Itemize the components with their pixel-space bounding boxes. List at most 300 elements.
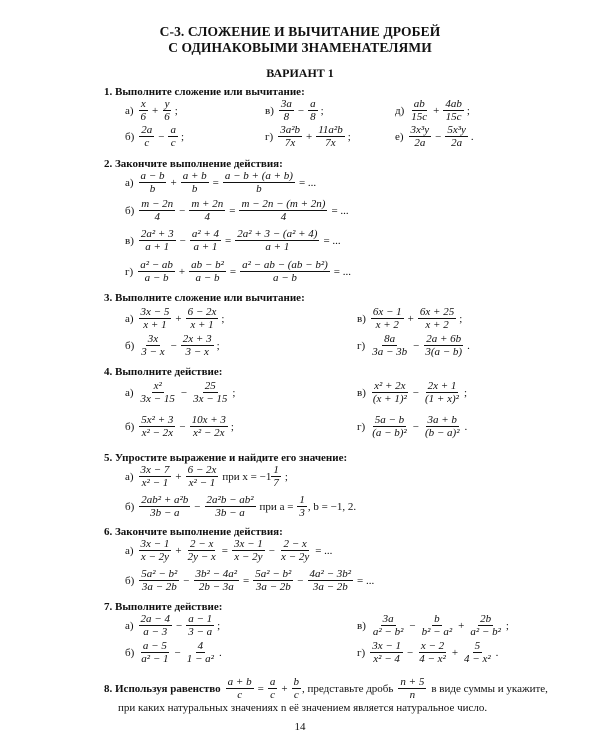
- fraction: [268, 676, 278, 701]
- fraction: [279, 538, 311, 563]
- task-2a: [125, 170, 319, 195]
- fraction: [409, 98, 429, 123]
- numerator: a: [269, 676, 276, 688]
- period: .: [218, 646, 222, 659]
- fraction: [371, 380, 409, 405]
- denominator: 8: [283, 111, 290, 123]
- fraction: [308, 568, 354, 593]
- denominator: (b − a)²: [424, 427, 460, 439]
- denominator: 2y − x: [187, 551, 216, 563]
- denominator: x + 1: [190, 319, 214, 331]
- denominator: 4: [280, 211, 287, 223]
- mixed-fraction: [271, 464, 281, 489]
- numerator: 6x − 1: [372, 306, 402, 318]
- denominator: c: [270, 689, 276, 701]
- denominator: 7x: [325, 137, 336, 149]
- denominator: c: [170, 137, 176, 149]
- denominator: 3a − 2b: [141, 581, 177, 593]
- fraction: [181, 333, 214, 358]
- task-1-heading: 1. Выполните сложение или вычитание:: [104, 86, 305, 98]
- denominator: 3a − 2b: [255, 581, 291, 593]
- numerator: m + 2n: [191, 198, 224, 210]
- value-fraction: [297, 494, 307, 519]
- period: .: [464, 420, 468, 433]
- numerator: 2a − 4: [140, 613, 170, 625]
- numerator: ab: [413, 98, 425, 110]
- numerator: 4: [197, 640, 204, 652]
- denominator: c: [293, 689, 299, 701]
- denominator: (1 + x)²: [425, 393, 459, 405]
- denominator: 3a − 2b: [312, 581, 348, 593]
- denominator: 6: [164, 111, 170, 123]
- equals-ellipsis: = ...: [357, 574, 375, 587]
- numerator: ab − b²: [191, 259, 224, 271]
- fraction: [139, 198, 175, 223]
- denominator: 4 − x²: [419, 653, 446, 665]
- denominator: x + 2: [425, 319, 449, 331]
- plus-sign: +: [458, 619, 465, 632]
- denominator: b: [191, 183, 198, 195]
- fraction: [139, 124, 154, 149]
- task-3a: [125, 306, 224, 331]
- numerator: x² + 2x: [374, 380, 406, 392]
- numerator: a − b + (a + b): [224, 170, 293, 182]
- denominator: a − 3: [143, 626, 168, 638]
- fraction: [239, 198, 327, 223]
- item-label: г): [265, 130, 274, 143]
- period: .: [495, 646, 499, 659]
- numerator: 2ab² + a²b: [141, 494, 189, 506]
- fraction: [240, 259, 330, 284]
- numerator: a − 1: [188, 613, 213, 625]
- task-4a: [125, 380, 235, 405]
- numerator: 3a²b: [280, 124, 300, 136]
- equals-ellipsis: = ...: [333, 265, 352, 278]
- task-8-end: в виде суммы и укажите,: [431, 682, 548, 695]
- semicolon: ;: [347, 130, 351, 143]
- semicolon: ;: [217, 619, 221, 632]
- numerator: 3a: [280, 98, 292, 110]
- fraction: [278, 124, 302, 149]
- task-1d: [395, 98, 470, 123]
- numerator: 3x − 7: [140, 464, 170, 476]
- numerator: x: [140, 98, 146, 110]
- numerator: 6 − 2x: [187, 306, 217, 318]
- task-5b: [125, 494, 356, 519]
- fraction: [205, 494, 256, 519]
- numerator: 5a² − b²: [255, 568, 292, 580]
- plus-sign: +: [178, 265, 186, 278]
- semicolon: ;: [230, 420, 234, 433]
- item-label: в): [265, 104, 274, 117]
- fraction: [189, 259, 226, 284]
- denominator: 15c: [411, 111, 428, 123]
- task-7-heading: 7. Выполните действие:: [104, 601, 223, 613]
- fraction: [253, 568, 293, 593]
- item-label: а): [125, 104, 134, 117]
- denominator: 3: [299, 507, 305, 519]
- task-4b: [125, 414, 234, 439]
- fraction: [139, 414, 175, 439]
- minus-sign: −: [174, 646, 181, 659]
- fraction: [316, 124, 344, 149]
- numerator: 5x³y: [447, 124, 466, 136]
- fraction: [445, 124, 468, 149]
- numerator: b: [293, 676, 300, 688]
- fraction: [139, 494, 190, 519]
- denominator: 3 − x: [185, 346, 209, 358]
- fraction: [235, 228, 319, 253]
- item-label: б): [125, 130, 135, 143]
- numerator: 2x + 1: [427, 380, 457, 392]
- task-8: [104, 676, 548, 701]
- equals-sign: =: [212, 176, 219, 189]
- item-label: в): [125, 234, 134, 247]
- numerator: 5x² + 3: [141, 414, 174, 426]
- denominator: 7: [273, 477, 279, 489]
- numerator: 11a²b: [318, 124, 343, 136]
- minus-sign: −: [412, 386, 420, 399]
- item-label: в): [357, 386, 366, 399]
- plus-sign: +: [306, 130, 313, 143]
- fraction: [191, 380, 229, 405]
- numerator: 3b² − 4a²: [195, 568, 238, 580]
- task-7b: [125, 640, 222, 665]
- numerator: 4a² − 3b²: [309, 568, 352, 580]
- fraction: [194, 568, 240, 593]
- semicolon: ;: [459, 312, 463, 325]
- denominator: a − b: [272, 272, 297, 284]
- fraction: [409, 124, 432, 149]
- task-8-line-2: при каких натуральных значениях n её значением является натуральное число.: [118, 702, 488, 714]
- equals-sign: =: [257, 682, 264, 695]
- denominator: 1 − a²: [186, 653, 214, 665]
- denominator: a − b: [144, 272, 169, 284]
- numerator: 1: [273, 464, 279, 476]
- fraction: [423, 333, 464, 358]
- semicolon: ;: [466, 104, 470, 117]
- minus-sign: −: [435, 130, 442, 143]
- fraction: [185, 640, 216, 665]
- equals-ellipsis: = ...: [323, 234, 341, 247]
- numerator: 2a²b − ab²: [206, 494, 254, 506]
- denominator: a² − b²: [470, 626, 501, 638]
- minus-sign: −: [268, 544, 276, 557]
- plus-sign: +: [433, 104, 440, 117]
- minus-sign: −: [194, 500, 201, 513]
- fraction: [139, 538, 172, 563]
- fraction: [139, 333, 166, 358]
- fraction: [398, 676, 426, 701]
- denominator: x − 2y: [140, 551, 170, 563]
- numerator: 6 − 2x: [187, 464, 217, 476]
- denominator: 4: [204, 211, 211, 223]
- semicolon: ;: [463, 386, 468, 399]
- numerator: 5a² − b²: [141, 568, 178, 580]
- item-label: а): [125, 619, 134, 632]
- item-label: в): [357, 312, 366, 325]
- numerator: m − 2n: [141, 198, 174, 210]
- minus-sign: −: [175, 619, 183, 632]
- minus-sign: −: [158, 130, 165, 143]
- item-label: б): [125, 420, 135, 433]
- fraction: [423, 414, 462, 439]
- fraction: [139, 464, 172, 489]
- equals-ellipsis: = ...: [298, 176, 317, 189]
- fraction: [226, 676, 254, 701]
- numerator: 2a: [141, 124, 153, 136]
- condition-text: , b = −1, 2.: [307, 500, 357, 513]
- fraction: [420, 613, 455, 638]
- task-3-heading: 3. Выполните сложение или вычитание:: [104, 292, 305, 304]
- task-5a: [125, 464, 291, 489]
- plus-sign: +: [281, 682, 288, 695]
- numerator: 3x − 5: [140, 306, 170, 318]
- task-6-heading: 6. Закончите выполнение действия:: [104, 526, 283, 538]
- item-label: а): [125, 386, 134, 399]
- numerator: x − 2: [420, 640, 445, 652]
- equals-sign: =: [229, 265, 237, 278]
- item-label: б): [125, 204, 135, 217]
- numerator: a² − ab − (ab − b²): [242, 259, 328, 271]
- numerator: x²: [153, 380, 162, 392]
- numerator: a + b: [182, 170, 207, 182]
- fraction: [139, 98, 149, 123]
- task-1a: [125, 98, 178, 123]
- denominator: x + 1: [143, 319, 167, 331]
- denominator: x − 2y: [281, 551, 310, 563]
- period: .: [467, 339, 470, 352]
- equals-ellipsis: = ...: [315, 544, 333, 557]
- task-6b: [125, 568, 377, 593]
- task-1b: [125, 124, 184, 149]
- task-8-lead: 8. Используя равенство: [104, 682, 221, 695]
- numerator: 4ab: [445, 98, 462, 110]
- numerator: m − 2n − (m + 2n): [241, 198, 326, 210]
- fraction: [370, 640, 403, 665]
- item-label: а): [125, 312, 134, 325]
- denominator: c: [144, 137, 150, 149]
- equals-sign: =: [243, 574, 250, 587]
- denominator: (x + 1)²: [372, 393, 407, 405]
- minus-sign: −: [179, 420, 186, 433]
- task-2b: [125, 198, 352, 223]
- denominator: b: [256, 183, 262, 195]
- minus-sign: −: [409, 619, 416, 632]
- period: .: [470, 130, 474, 143]
- fraction: [139, 306, 172, 331]
- fraction: [468, 613, 503, 638]
- plus-sign: +: [170, 176, 177, 189]
- minus-sign: −: [297, 104, 305, 117]
- minus-sign: −: [179, 234, 186, 247]
- task-8-fraction: [397, 676, 427, 701]
- item-label: б): [125, 339, 135, 352]
- numerator: 2a + 6b: [426, 333, 462, 345]
- denominator: x² − 4: [373, 653, 400, 665]
- denominator: 3 − x: [141, 346, 165, 358]
- task-1v: [265, 98, 324, 123]
- fraction: [189, 198, 225, 223]
- denominator: 4 − x²: [464, 653, 491, 665]
- fraction: [443, 98, 464, 123]
- fraction: [139, 613, 172, 638]
- numerator: 3a: [382, 613, 394, 625]
- denominator: n: [409, 689, 416, 701]
- equals-sign: =: [221, 544, 228, 557]
- fraction: [462, 640, 493, 665]
- condition-text: при a =: [259, 500, 294, 513]
- task-2v: [125, 228, 344, 253]
- denominator: 3x − 15: [140, 393, 175, 405]
- numerator: y: [164, 98, 170, 110]
- equals-sign: =: [225, 234, 232, 247]
- plus-sign: +: [407, 312, 414, 325]
- denominator: x² − 2x: [141, 427, 174, 439]
- denominator: b² − a²: [421, 626, 453, 638]
- minus-sign: −: [179, 204, 186, 217]
- task-3v: [357, 306, 462, 331]
- fraction: [186, 538, 218, 563]
- item-label: г): [357, 339, 366, 352]
- fraction: [186, 464, 219, 489]
- denominator: 2a: [414, 137, 426, 149]
- denominator: a + 1: [265, 241, 290, 253]
- numerator: 3x: [147, 333, 159, 345]
- numerator: a − b: [140, 170, 165, 182]
- equals-sign: =: [229, 204, 236, 217]
- semicolon: ;: [505, 619, 509, 632]
- item-label: д): [395, 104, 405, 117]
- variant-heading: ВАРИАНТ 1: [266, 66, 334, 80]
- numerator: a² + 4: [191, 228, 220, 240]
- item-label: б): [125, 646, 135, 659]
- denominator: x − 2y: [234, 551, 263, 563]
- plus-sign: +: [175, 312, 182, 325]
- numerator: 2 − x: [283, 538, 307, 550]
- fraction: [181, 170, 209, 195]
- fraction: [370, 414, 409, 439]
- numerator: 3x − 1: [372, 640, 401, 652]
- task-4v: [357, 380, 467, 405]
- numerator: 8a: [384, 333, 396, 345]
- denominator: a − b: [195, 272, 220, 284]
- denominator: 3x − 15: [193, 393, 228, 405]
- denominator: 2a: [451, 137, 463, 149]
- fraction: [139, 640, 170, 665]
- title-line-2: С ОДИНАКОВЫМИ ЗНАМЕНАТЕЛЯМИ: [168, 40, 432, 55]
- fraction: [417, 640, 448, 665]
- fraction: [292, 676, 302, 701]
- minus-sign: −: [297, 574, 304, 587]
- denominator: 3a − 3b: [372, 346, 408, 358]
- equals-ellipsis: = ...: [331, 204, 349, 217]
- task-1g: [265, 124, 351, 149]
- numerator: 5: [474, 640, 481, 652]
- fraction: [418, 306, 456, 331]
- task-3b: [125, 333, 220, 358]
- denominator: 7x: [284, 137, 296, 149]
- denominator: a² − 1: [141, 653, 169, 665]
- numerator: a² − ab: [140, 259, 173, 271]
- item-label: е): [395, 130, 404, 143]
- semicolon: ;: [180, 130, 185, 143]
- fraction: [168, 124, 178, 149]
- item-label: в): [357, 619, 366, 632]
- denominator: 6: [140, 111, 147, 123]
- numerator: 3x − 1: [233, 538, 263, 550]
- numerator: 3x³y: [410, 124, 430, 136]
- fraction: [423, 380, 461, 405]
- plus-sign: +: [152, 104, 159, 117]
- task-8-equality: [225, 676, 302, 701]
- fraction: [223, 170, 295, 195]
- numerator: a + b: [227, 676, 252, 688]
- task-2g: [125, 259, 354, 284]
- denominator: a + 1: [193, 241, 218, 253]
- task-5-heading: 5. Упростите выражение и найдите его значение:: [104, 452, 348, 464]
- semicolon: ;: [216, 339, 220, 352]
- denominator: 15c: [445, 111, 462, 123]
- fraction: [190, 228, 221, 253]
- task-3g: [357, 333, 470, 358]
- task-4-heading: 4. Выполните действие:: [104, 366, 223, 378]
- denominator: 3 − a: [188, 626, 213, 638]
- numerator: n + 5: [400, 676, 425, 688]
- semicolon: ;: [320, 104, 324, 117]
- numerator: 25: [204, 380, 216, 392]
- numerator: 5a − b: [374, 414, 405, 426]
- numerator: a − 5: [142, 640, 167, 652]
- minus-sign: −: [412, 420, 419, 433]
- denominator: a² − b²: [372, 626, 404, 638]
- semicolon: ;: [232, 386, 236, 399]
- page-number: 14: [294, 721, 306, 733]
- numerator: 3x − 1: [140, 538, 170, 550]
- fraction: [139, 568, 179, 593]
- item-label: г): [357, 420, 366, 433]
- denominator: 4: [154, 211, 160, 223]
- fraction: [370, 333, 409, 358]
- denominator: b: [149, 183, 156, 195]
- fraction: [139, 170, 167, 195]
- numerator: 1: [299, 494, 305, 506]
- task-7v: [357, 613, 509, 638]
- item-label: б): [125, 574, 135, 587]
- numerator: 6x + 25: [419, 306, 455, 318]
- numerator: 10x + 3: [191, 414, 226, 426]
- task-1e: [395, 124, 474, 149]
- numerator: a: [310, 98, 316, 110]
- numerator: 2x + 3: [182, 333, 212, 345]
- plus-sign: +: [175, 470, 182, 483]
- minus-sign: −: [180, 386, 188, 399]
- numerator: 2b: [480, 613, 492, 625]
- fraction: [279, 98, 294, 123]
- task-2-heading: 2. Закончите выполнение действия:: [104, 158, 283, 170]
- fraction: [139, 380, 177, 405]
- denominator: x² − 1: [141, 477, 169, 489]
- fraction: [190, 414, 228, 439]
- numerator: 2a² + 3 − (a² + 4): [237, 228, 318, 240]
- item-label: а): [125, 544, 134, 557]
- item-label: г): [125, 265, 134, 278]
- task-7a: [125, 613, 220, 638]
- task-4g: [357, 414, 467, 439]
- task-8-mid: , представьте дробь: [302, 682, 394, 695]
- fraction: [186, 613, 214, 638]
- denominator: x² − 1: [188, 477, 216, 489]
